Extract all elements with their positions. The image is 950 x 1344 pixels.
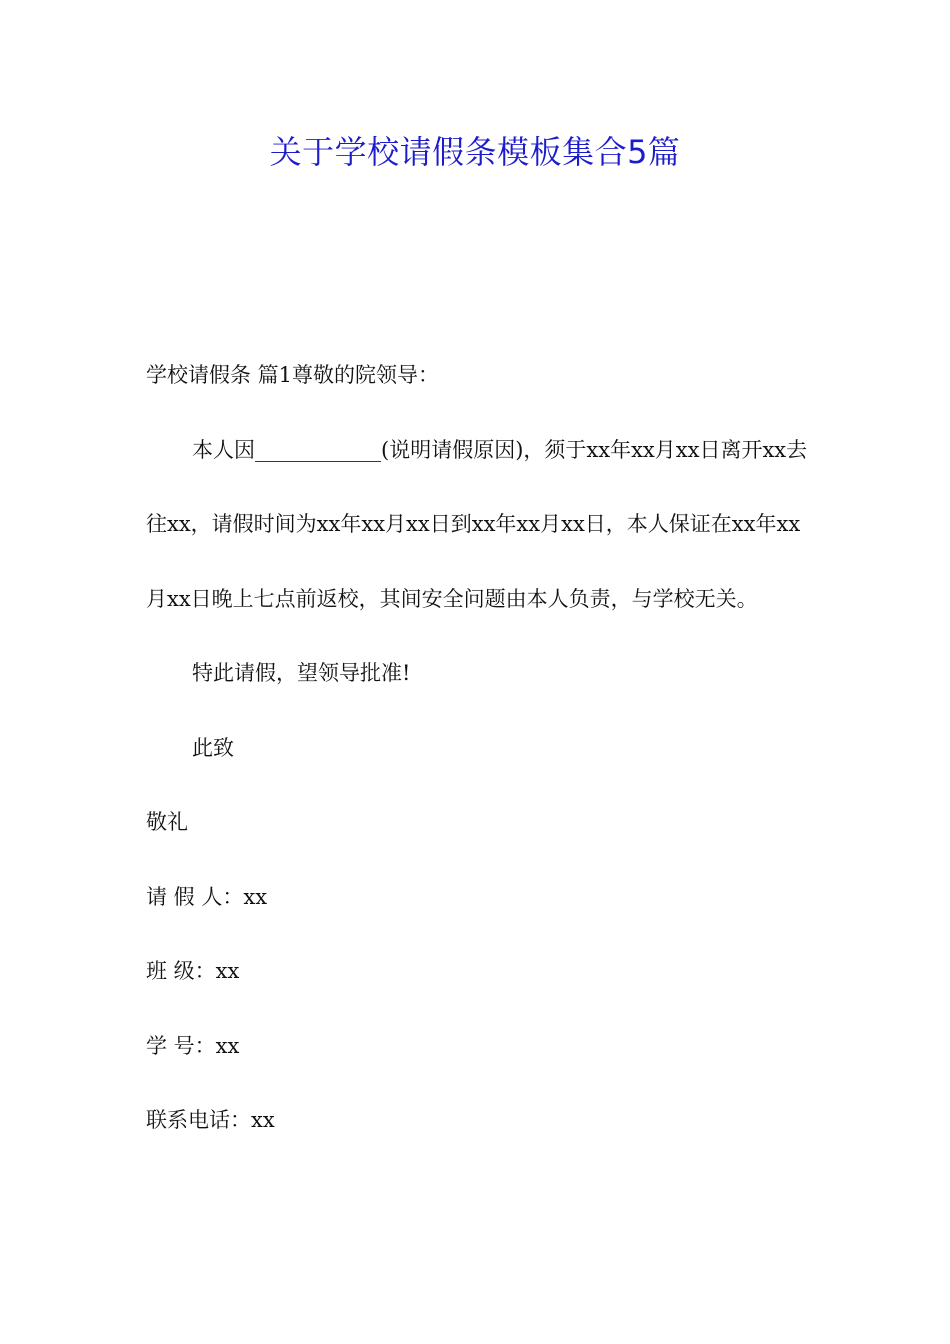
request-line: 特此请假，望领导批准! xyxy=(192,661,411,685)
closing-salutation: 此致 xyxy=(192,735,234,760)
body-paragraph: 本人因____________(说明请假原因)，须于xx年xx月xx日离开xx去往xx，请假时间为xx年xx月xx日到xx年xx月xx日，本人保证在xx年xx月xx日晚上七点前返校，其间安全问题由本人负责，与学校无关。 xyxy=(146,437,808,611)
document-body xyxy=(146,338,810,1158)
signature-class: 班 级：xx xyxy=(146,959,240,983)
heading-line: 学校请假条 篇1尊敬的院领导： xyxy=(146,363,440,387)
signature-student-id: 学 号：xx xyxy=(146,1033,240,1058)
closing-regards: 敬礼 xyxy=(146,810,188,834)
signature-phone: 联系电话：xx xyxy=(146,1108,275,1132)
signature-name: 请 假 人：xx xyxy=(146,884,268,909)
document-title: 关于学校请假条模板集合5篇 xyxy=(269,133,681,171)
